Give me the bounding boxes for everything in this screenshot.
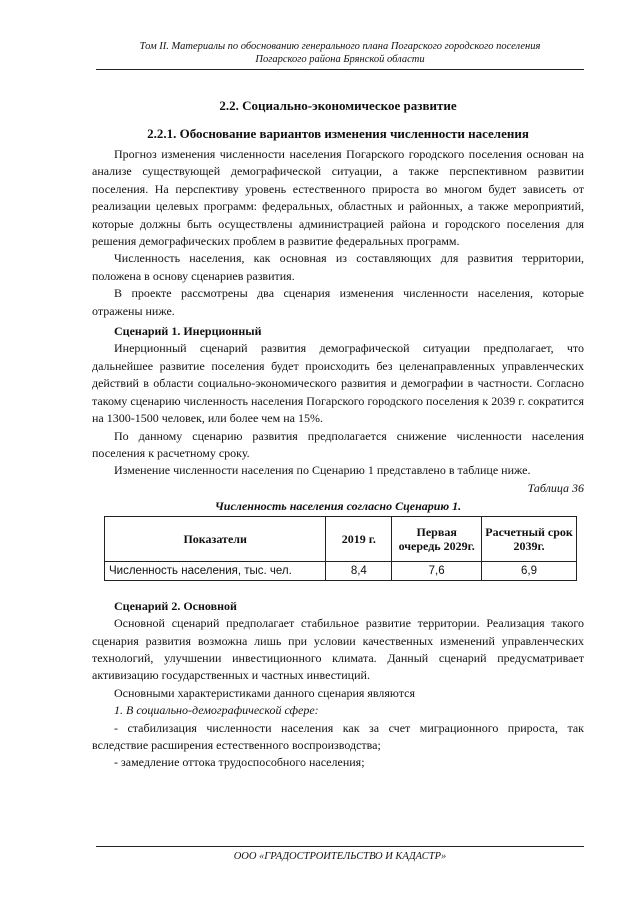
- scenario-1-paragraph-3: Изменение численности населения по Сценарию 1 представлено в таблице ниже.: [114, 463, 531, 478]
- paragraph-intro-3: В проекте рассмотрены два сценария изменения численности населения, которые отражены ниже.: [92, 286, 584, 318]
- scenario-2-paragraph-1: Основной сценарий предполагает стабильное развитие территории. Реализация такого сценария развития возможна лишь при условии качественных изменений управленческих технологий, улучшении инвестиционного климата. Данный сценарий предусматривает активизацию государственных и частных инвестиций.: [92, 616, 584, 683]
- spacer: [92, 581, 584, 595]
- table-header-cell: Показатели: [105, 516, 326, 561]
- scenario-2-paragraph-2: Основными характеристиками данного сценария являются: [114, 685, 415, 700]
- scenario-2-title: Сценарий 2. Основной: [114, 598, 237, 613]
- table-cell: 8,4: [326, 561, 392, 580]
- table-row: [105, 561, 577, 580]
- scenario-1-title: Сценарий 1. Инерционный: [114, 324, 262, 339]
- scenario-1-paragraph-2: По данному сценарию развития предполагается снижение численности населения поселения к расчетному сроку.: [92, 428, 584, 460]
- header-line-1: Том II. Материалы по обоснованию генерального плана Погарского городского поселения: [139, 41, 541, 52]
- scenario-2-bullet-1: - стабилизация численности населения как за счет миграционного прироста, так вследствие расширения естественного воспроизводства;: [92, 720, 584, 752]
- paragraph-intro-2: Численность населения, как основная из составляющих для развития территории, положена в основу сценариев развития.: [92, 251, 584, 283]
- page-footer: ООО «ГРАДОСТРОИТЕЛЬСТВО И КАДАСТР»: [96, 846, 584, 863]
- page-body: [92, 98, 584, 772]
- table-cell: 6,9: [482, 561, 577, 580]
- table-cell: Численность населения, тыс. чел.: [105, 561, 326, 580]
- table-header-row: [105, 516, 577, 561]
- table-header-cell: 2019 г.: [326, 516, 392, 561]
- paragraph-intro-1: Прогноз изменения численности населения Погарского городского поселения основан на анализе существующей демографической ситуации, а также перспективном развитии поселения. На перспективу уровень естественного прироста во многом будет зависеть от реализации целевых программ: федеральных, областных и районных, а также мероприятий, которые должны быть осуществлены администрацией района и городского поселения для решения демографических проблем в развитие федеральных программ.: [92, 147, 584, 249]
- header-line-2: Погарского района Брянской области: [255, 54, 425, 65]
- section-title: 2.2. Социально-экономическое развитие: [219, 98, 457, 113]
- scenario-1-paragraph-1: Инерционный сценарий развития демографической ситуации предполагает, что дальнейшее развитие поселения будет происходить без целенаправленных управленческих действий в области социально-экономического развития и демографии в частности. Согласно такому сценарию численность населения Погарского городского поселения к 2039 г. сократится на 1300-1500 человек, или более чем на 15%.: [92, 341, 584, 426]
- population-table: [104, 516, 577, 581]
- scenario-2-subheading: 1. В социально-демографической сфере:: [114, 703, 319, 718]
- table-reference: Таблица 36: [527, 480, 584, 495]
- table-header-cell: Расчетный срок 2039г.: [482, 516, 577, 561]
- table-header-cell: Первая очередь 2029г.: [392, 516, 482, 561]
- scenario-2-bullet-2: - замедление оттока трудоспособного населения;: [114, 755, 365, 770]
- page-header: [96, 40, 584, 70]
- subsection-title: 2.2.1. Обоснование вариантов изменения численности населения: [147, 126, 529, 141]
- table-cell: 7,6: [392, 561, 482, 580]
- table-caption: Численность населения согласно Сценарию 1.: [214, 498, 462, 513]
